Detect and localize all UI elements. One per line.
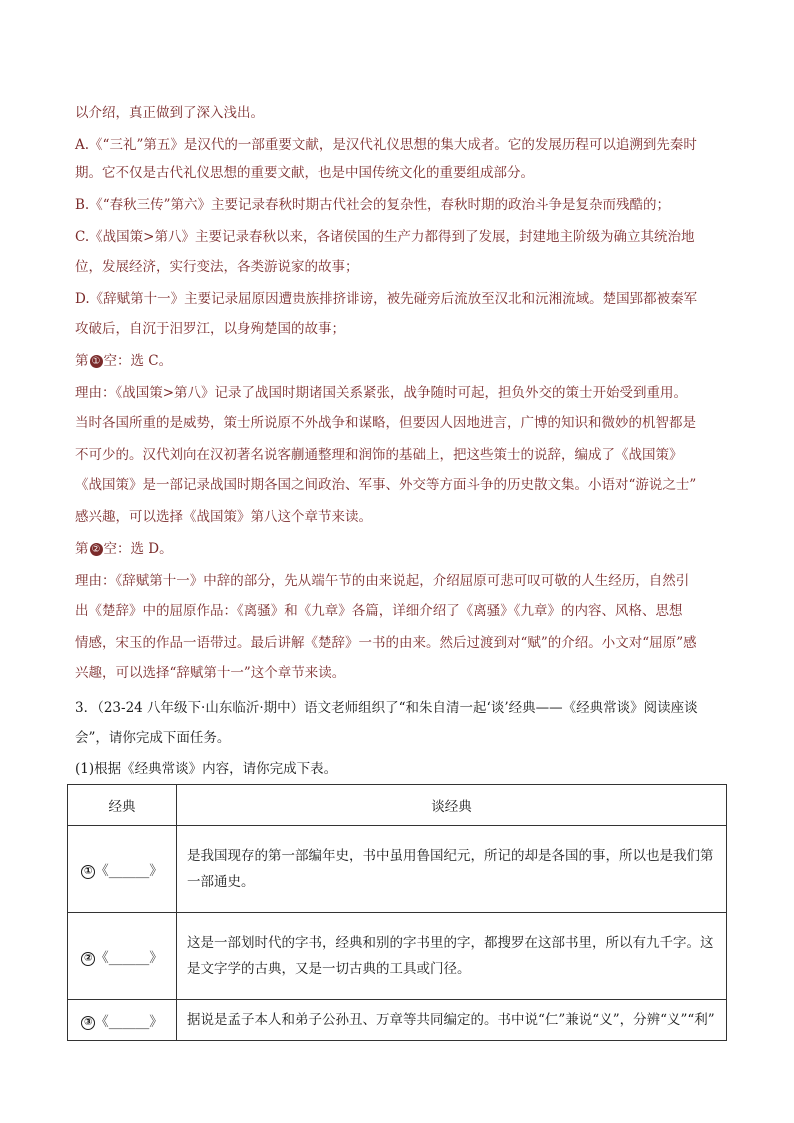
reason-1-line: 理由：《战国策>第八》记录了战国时期诸国关系紧张，战争随时可起，担负外交的策士开始受到重用。 xyxy=(75,385,688,401)
reason-2-line: 情感，宋玉的作品一语带过。最后讲解《楚辞》一书的由来。然后过渡到对“赋”的介绍。小文对“屈原”感 xyxy=(75,635,697,651)
blank-2-prefix: 第 xyxy=(75,541,89,557)
circled-number: ③ xyxy=(81,1016,95,1030)
circled-number: ② xyxy=(81,952,95,966)
header-talk: 谈经典 xyxy=(177,785,727,826)
description-cell: 据说是孟子本人和弟子公孙丑、万章等共同编定的。书中说“仁”兼说“义”，分辨“义”“利” xyxy=(177,1000,727,1041)
option-c-line: 位，发展经济，实行变法，各类游说家的故事； xyxy=(75,259,359,275)
reason-2-line: 理由：《辞赋第十一》中辞的部分，先从端午节的由来说起，介绍屈原可悲可叹可敬的人生经历，自然引 xyxy=(75,573,690,589)
blank-2-answer xyxy=(75,540,173,558)
question-stem: 3．（23-24 八年级下·山东临沂·期中）语文老师组织了“和朱自清一起‘谈’经典——《经典常谈》阅读座谈 xyxy=(75,700,698,716)
reason-1-line: 《战国策》是一部记录战国时期各国之间政治、军事、外交等方面斗争的历史散文集。小语对“游说之士” xyxy=(75,477,697,493)
circled-number-1: ① xyxy=(90,355,103,368)
book-blank: 《______》 xyxy=(95,1014,163,1030)
header-classic: 经典 xyxy=(68,785,177,826)
blank-1-answer xyxy=(75,352,172,370)
blank-1-suffix: 空：选 C。 xyxy=(103,353,173,369)
option-b-line: B.《“春秋三传”第六》主要记录春秋时期古代社会的复杂性，春秋时期的政治斗争是复杂而残酷的； xyxy=(75,197,671,213)
reason-1-line: 不可少的。汉代刘向在汉初著名说客蒯通整理和润饰的基础上，把这些策士的说辞，编成了《战国策》 xyxy=(75,447,683,463)
circled-number-2: ② xyxy=(90,543,103,556)
task-instruction: (1)根据《经典常谈》内容，请你完成下表。 xyxy=(75,761,338,777)
reason-1-line: 当时各国所重的是威势，策士所说原不外战争和谋略，但要因人因地进言，广博的知识和微妙的机智都是 xyxy=(75,415,696,431)
description-cell: 这是一部划时代的字书，经典和别的字书里的字，都搜罗在这部书里，所以有九千字。这是文字学的古典，又是一切古典的工具或门径。 xyxy=(177,913,727,1000)
blank-2-suffix: 空：选 D。 xyxy=(103,541,173,557)
book-blank: 《______》 xyxy=(95,950,163,966)
book-blank: 《______》 xyxy=(95,863,163,879)
blank-1-prefix: 第 xyxy=(75,353,89,369)
classics-table xyxy=(67,784,727,1041)
table-header-row xyxy=(68,785,727,826)
question-stem: 会”，请你完成下面任务。 xyxy=(75,730,231,746)
reason-2-line: 出《楚辞》中的屈原作品：《离骚》和《九章》各篇，详细介绍了《离骚》《九章》的内容、风格、思想 xyxy=(75,603,683,619)
table-row xyxy=(68,913,727,1000)
description-cell: 是我国现存的第一部编年史，书中虽用鲁国纪元，所记的却是各国的事，所以也是我们第一部通史。 xyxy=(177,826,727,913)
option-a-line: A.《“三礼”第五》是汉代的一部重要文献，是汉代礼仪思想的集大成者。它的发展历程可以追溯到先秦时 xyxy=(75,137,697,153)
reason-2-line: 兴趣，可以选择“辞赋第十一”这个章节来读。 xyxy=(75,665,346,681)
classic-blank-cell[interactable] xyxy=(68,1000,177,1041)
option-d-line: D.《辞赋第十一》主要记录屈原因遭贵族排挤诽谤，被先碰旁后流放至汉北和沅湘流域。楚国郢都被秦军 xyxy=(75,291,698,307)
option-d-line: 攻破后，自沉于汨罗江，以身殉楚国的故事； xyxy=(75,321,345,337)
option-c-line: C.《战国策>第八》主要记录春秋以来，各诸侯国的生产力都得到了发展，封建地主阶级为确立其统治地 xyxy=(75,229,695,245)
classic-blank-cell[interactable] xyxy=(68,826,177,913)
answer-line: 以介绍，真正做到了深入浅出。 xyxy=(75,105,264,121)
table-row xyxy=(68,1000,727,1041)
circled-number: ① xyxy=(81,865,95,879)
option-a-line: 期。它不仅是古代礼仪思想的重要文献，也是中国传统文化的重要组成部分。 xyxy=(75,165,534,181)
classic-blank-cell[interactable] xyxy=(68,913,177,1000)
reason-1-line: 感兴趣，可以选择《战国策》第八这个章节来读。 xyxy=(75,509,372,525)
table-row xyxy=(68,826,727,913)
